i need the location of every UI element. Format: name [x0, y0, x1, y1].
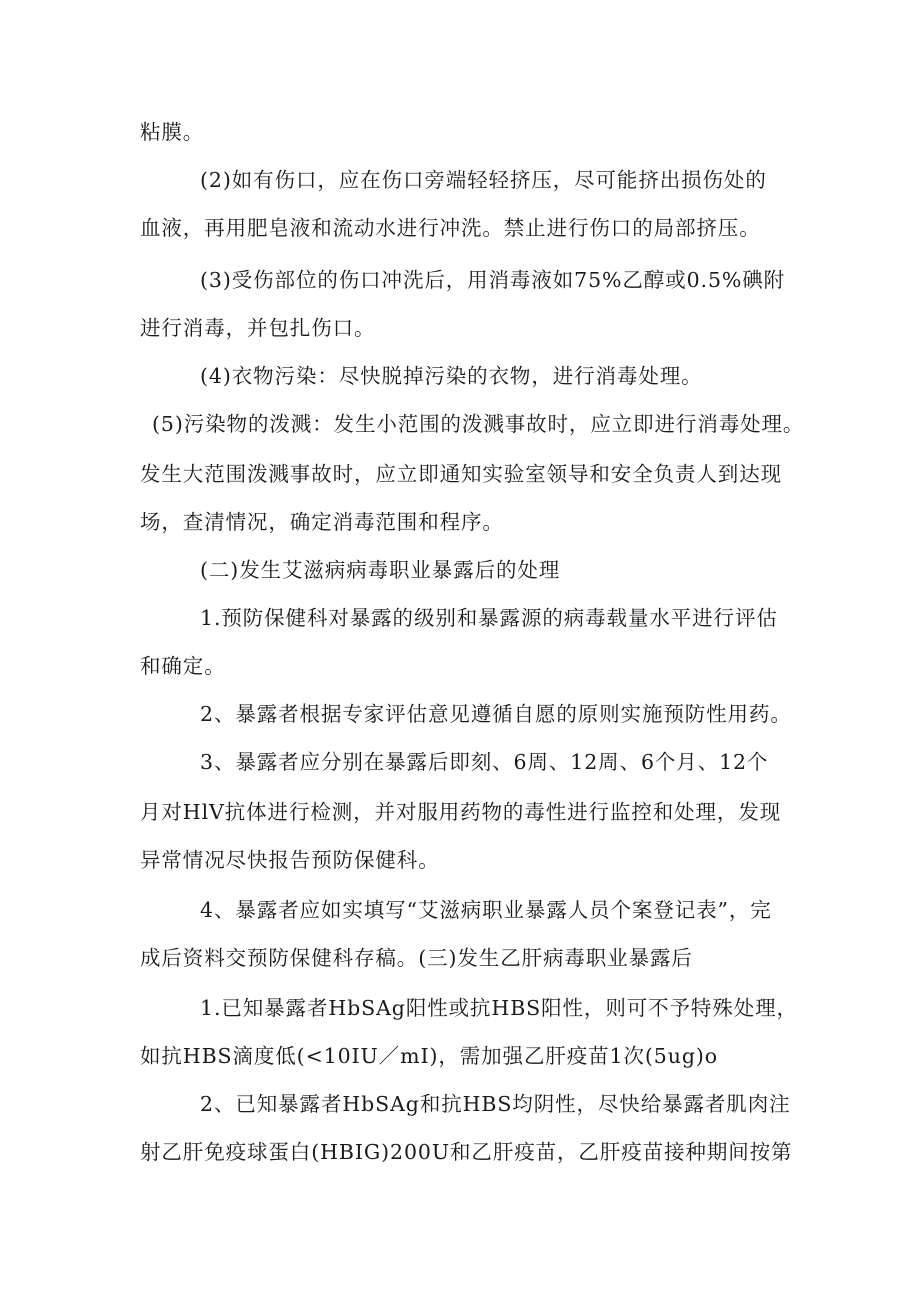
- text-line: 异常情况尽快报告预防保健科。: [140, 848, 440, 872]
- text-line: 4、暴露者应如实填写“艾滋病职业暴露人员个案登记表”，完: [200, 898, 772, 922]
- text-line: 成后资料交预防保健科存稿。(三)发生乙肝病毒职业暴露后: [140, 946, 693, 970]
- text-line: (3)受伤部位的伤口冲洗后，用消毒液如75%乙醇或0.5%碘附: [200, 268, 786, 292]
- text-line: 2、已知暴露者HbSAg和抗HBS均阴性，尽快给暴露者肌肉注: [200, 1092, 791, 1116]
- text-line: (5)污染物的泼溅：发生小范围的泼溅事故时，应立即进行消毒处理。: [152, 412, 805, 436]
- text-line: 如抗HBS滴度低(<10IU／mI)，需加强乙肝疫苗1次(5ug)o: [140, 1044, 719, 1068]
- text-line: 粘膜。: [140, 120, 205, 144]
- text-line: 进行消毒，并包扎伤口。: [140, 316, 376, 340]
- text-line: 发生大范围泼溅事故时，应立即通知实验室领导和安全负责人到达现: [140, 462, 782, 486]
- text-line: 射乙肝免疫球蛋白(HBIG)200U和乙肝疫苗，乙肝疫苗接种期间按第: [140, 1140, 793, 1164]
- text-line: 1.已知暴露者HbSAg阳性或抗HBS阳性，则可不予特殊处理，: [200, 996, 798, 1020]
- text-line: 2、暴露者根据专家评估意见遵循自愿的原则实施预防性用药。: [200, 702, 792, 726]
- text-line: 月对HlV抗体进行检测，并对服用药物的毒性进行监控和处理，发现: [140, 800, 782, 824]
- text-line: 血液，再用肥皂液和流动水进行冲洗。禁止进行伤口的局部挤压。: [140, 216, 761, 240]
- text-line: (4)衣物污染：尽快脱掉污染的衣物，进行消毒处理。: [200, 364, 703, 388]
- text-line: (2)如有伤口，应在伤口旁端轻轻挤压，尽可能挤出损伤处的: [200, 168, 767, 192]
- text-line: 和确定。: [140, 654, 226, 678]
- text-line: 场，查清情况，确定消毒范围和程序。: [140, 510, 504, 534]
- section-heading: (二)发生艾滋病病毒职业暴露后的处理: [200, 558, 561, 582]
- text-line: 3、暴露者应分别在暴露后即刻、6周、12周、6个月、12个: [200, 750, 769, 774]
- text-line: 1.预防保健科对暴露的级别和暴露源的病毒载量水平进行评估: [200, 606, 778, 630]
